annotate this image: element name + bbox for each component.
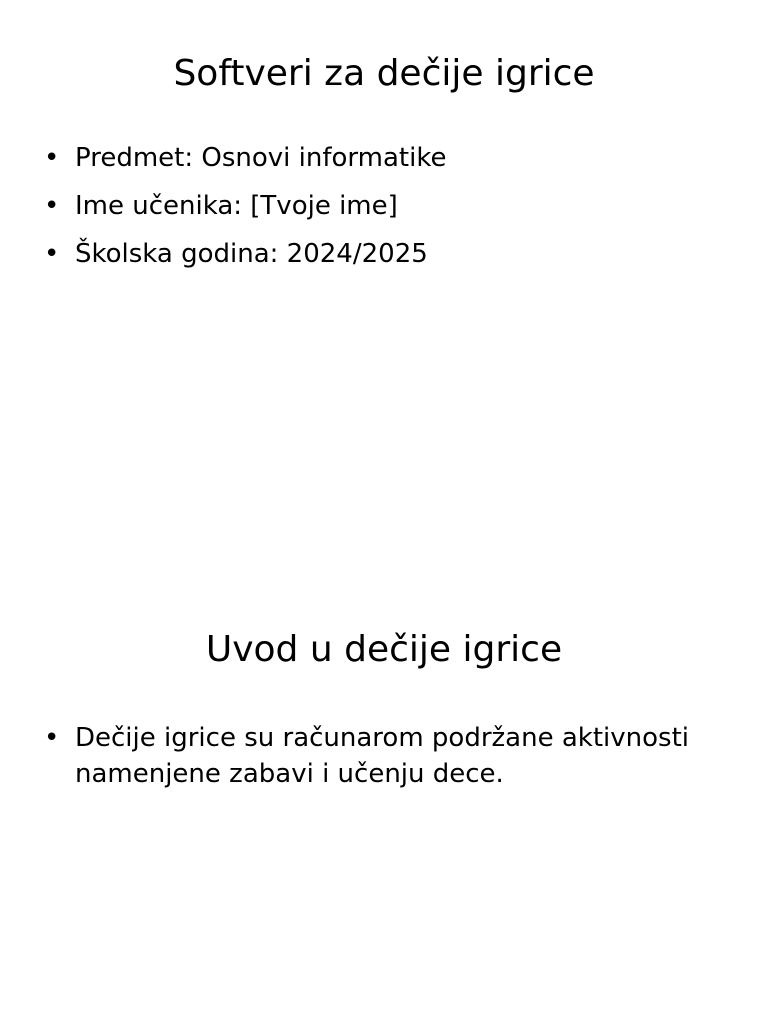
slide-title: Uvod u dečije igrice: [205, 629, 563, 670]
bullet-text: Predmet: Osnovi informatike: [75, 143, 447, 173]
bullet-icon: •: [44, 723, 60, 753]
bullet-text: Dečije igrice su računarom podržane aktivnosti namenjene zabavi i učenju dece.: [75, 723, 689, 789]
list-item: [42, 236, 738, 272]
slide-title: Softveri za dečije igrice: [173, 53, 595, 94]
bullet-list: [42, 140, 738, 284]
list-item: [42, 188, 738, 224]
bullet-list: [42, 720, 738, 804]
list-item: [42, 140, 738, 176]
bullet-icon: •: [44, 239, 60, 269]
slide-2: [0, 576, 768, 1024]
list-item: [42, 720, 738, 792]
bullet-icon: •: [44, 191, 60, 221]
bullet-text: Školska godina: 2024/2025: [75, 239, 428, 269]
bullet-icon: •: [44, 143, 60, 173]
bullet-text: Ime učenika: [Tvoje ime]: [75, 191, 398, 221]
